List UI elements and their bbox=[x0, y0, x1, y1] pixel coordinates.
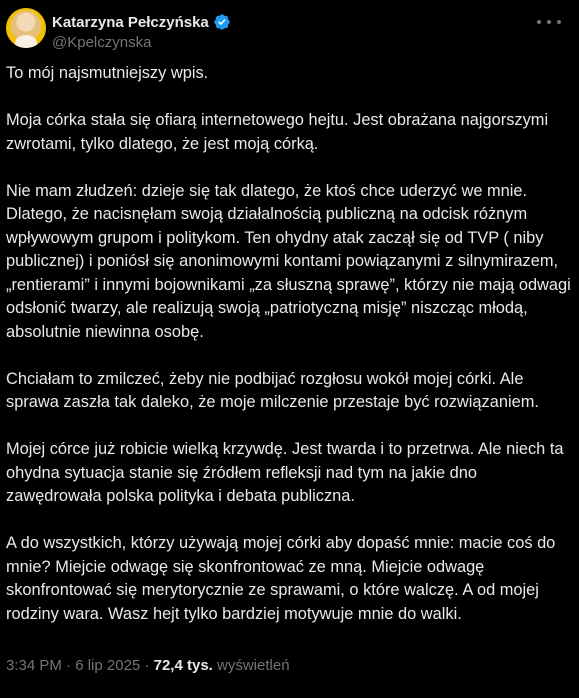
meta-separator: · bbox=[140, 657, 154, 674]
tweet-paragraph: Mojej córce już robicie wielką krzywdę. Jest twarda i to przetrwa. Ale niech ta ohydna sytuacja stanie się źródłem refleksji nad tym na jakie dno zawędrowała polska polityka i debata publiczna. bbox=[6, 440, 564, 505]
more-horizontal-icon[interactable] bbox=[537, 12, 561, 32]
tweet-paragraph: A do wszystkich, którzy używają mojej córki aby dopaść mnie: macie coś do mnie? Miejcie odwagę się skonfrontować ze mną. Miejcie odwagę skonfrontować się merytorycznie ze sprawami, o które walczę. A od mojej rodziny wara. Wasz hejt tylko bardziej motywuje mnie do walki. bbox=[6, 534, 556, 623]
tweet-paragraph: Nie mam złudzeń: dzieje się tak dlatego, że ktoś chce uderzyć we mnie. Dlatego, że nacisnęłam swoją działalnością publiczną na odcisk różnym wpływowym grupom i politykom. Ten ohydny atak zaczął się od TVP ( niby publicznej) i poniósł się anonimowymi kontami powiązanymi z silnymirazem, „rentierami” i innymi bojownikami „za słuszną sprawę”, którzy nie mają odwagi odsłonić twarzy, ale realizują swoją „patriotyczną misję” niszcząc młodą, absolutnie niewinna osobę. bbox=[6, 181, 571, 341]
tweet-paragraph: Moja córka stała się ofiarą internetowego hejtu. Jest obrażana najgorszymi zwrotami, tylko dlatego, że jest moją córką. bbox=[6, 111, 549, 153]
tweet-meta bbox=[6, 657, 290, 674]
avatar[interactable] bbox=[6, 8, 46, 48]
tweet-text bbox=[6, 62, 572, 650]
views-label: wyświetleń bbox=[212, 657, 290, 674]
view-count: 72,4 tys. bbox=[153, 657, 213, 674]
tweet-date[interactable]: 6 lip 2025 bbox=[75, 657, 141, 674]
meta-separator: · bbox=[61, 657, 76, 674]
tweet-time[interactable]: 3:34 PM bbox=[6, 657, 62, 674]
tweet-paragraph: To mój najsmutniejszy wpis. bbox=[6, 64, 209, 82]
verified-badge-icon[interactable] bbox=[213, 13, 231, 31]
author-name[interactable]: Katarzyna Pełczyńska bbox=[52, 13, 209, 31]
tweet-paragraph: Chciałam to zmilczeć, żeby nie podbijać rozgłosu wokół mojej córki. Ale sprawa zaszła tak daleko, że moje milczenie przestaje być rozwiązaniem. bbox=[6, 369, 539, 411]
author-name-row bbox=[52, 13, 231, 31]
author-handle[interactable]: @Kpelczynska bbox=[52, 34, 152, 51]
